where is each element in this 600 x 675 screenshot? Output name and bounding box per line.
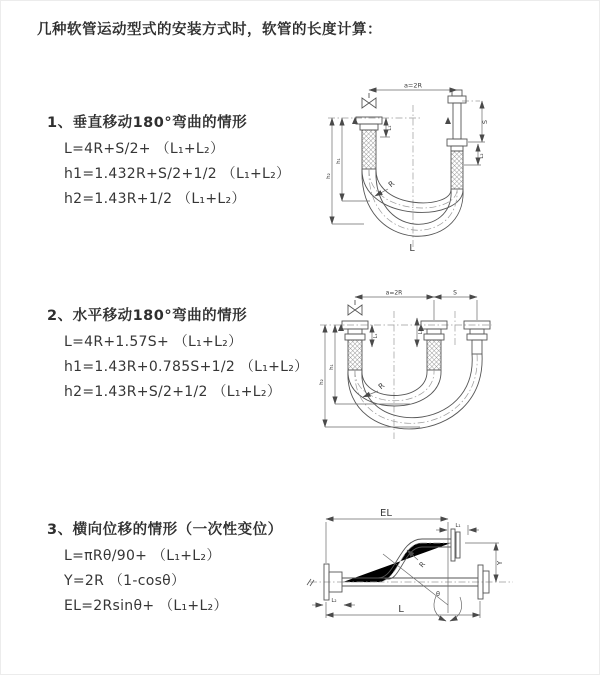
radius-label: R [417,560,428,570]
centerlines [320,311,492,439]
hose-curves [348,354,482,429]
section-2-heading: 2、水平移动180°弯曲的情形 [47,308,248,324]
dim-label-h1: h₁ [329,364,335,370]
diagram-horizontal-bend [312,287,574,455]
dim-label-h2: h₂ [319,379,325,385]
right-pipe [447,90,467,189]
dim-label-l2: L₂ [331,598,337,604]
centerline-break-mark [307,579,314,586]
section-3-heading: 3、横向位移的情形（一次性变位） [47,522,283,538]
diagram-horizontal-bend-svg [312,287,574,451]
dim-label-h1: h₁ [336,158,342,164]
length-label: L [409,243,415,254]
section-3-formulas [64,544,283,620]
page-title: 几种软管运动型式的安装方式时，软管的长度计算： [37,22,382,38]
formula-h2: h2=1.43R+S/2+1/2 （L₁+L₂） [64,384,282,401]
formula-el: EL=2Rsinθ+ （L₁+L₂） [64,598,228,615]
diagram-vertical-bend [312,77,562,259]
section-2-formulas [64,330,308,406]
dim-label-l2: L₂ [418,329,424,335]
dim-label-l1: L₁ [373,333,379,339]
theta-label: θ [436,590,440,598]
radius-label: R [386,178,397,190]
formula-y: Y=2R （1-cosθ） [64,573,186,590]
formula-length: L=πRθ/90+ （L₁+L₂） [64,548,221,564]
formula-length: L=4R+1.57S+ （L₁+L₂） [64,334,243,350]
angle-construction [383,522,462,621]
dim-label-l2: L₂ [479,153,485,159]
dim-label-el: EL [380,508,392,519]
upper-flange-displaced [451,529,460,561]
hose-curves [362,169,463,236]
middle-pipe [421,321,447,370]
formula-h1: h1=1.432R+S/2+1/2 （L₁+L₂） [64,166,291,183]
dimension-lines [312,519,499,618]
formula-h1: h1=1.43R+0.785S+1/2 （L₁+L₂） [64,359,309,376]
section-1-heading: 1、垂直移动180°弯曲的情形 [47,115,248,131]
section-vertical-movement [47,113,290,213]
dim-label-s: S [453,289,457,297]
radius-label: R [376,380,387,392]
dim-label-h2: h₂ [326,173,332,179]
right-pipe-moved [464,321,490,354]
dim-label-y: Y [496,560,504,566]
section-horizontal-movement [47,306,308,406]
diagram-lateral-displacement [298,501,588,663]
length-label: L [398,604,404,615]
dim-label-l1: L₁ [455,523,461,529]
formula-h2: h2=1.43R+1/2 （L₁+L₂） [64,191,246,208]
dim-label-a2r: a=2R [385,289,403,297]
diagram-lateral-displacement-svg [298,501,588,659]
diagram-vertical-bend-svg [312,77,562,255]
dim-label-a2r: a=2R [403,81,423,90]
section-lateral-displacement [47,520,283,620]
dim-label-s: S [481,119,489,125]
section-1-formulas [64,137,290,213]
formula-length: L=4R+S/2+ （L₁+L₂） [64,141,225,157]
left-pipe [342,300,368,370]
dim-label-l1: L₁ [387,125,393,131]
left-pipe [356,93,382,169]
